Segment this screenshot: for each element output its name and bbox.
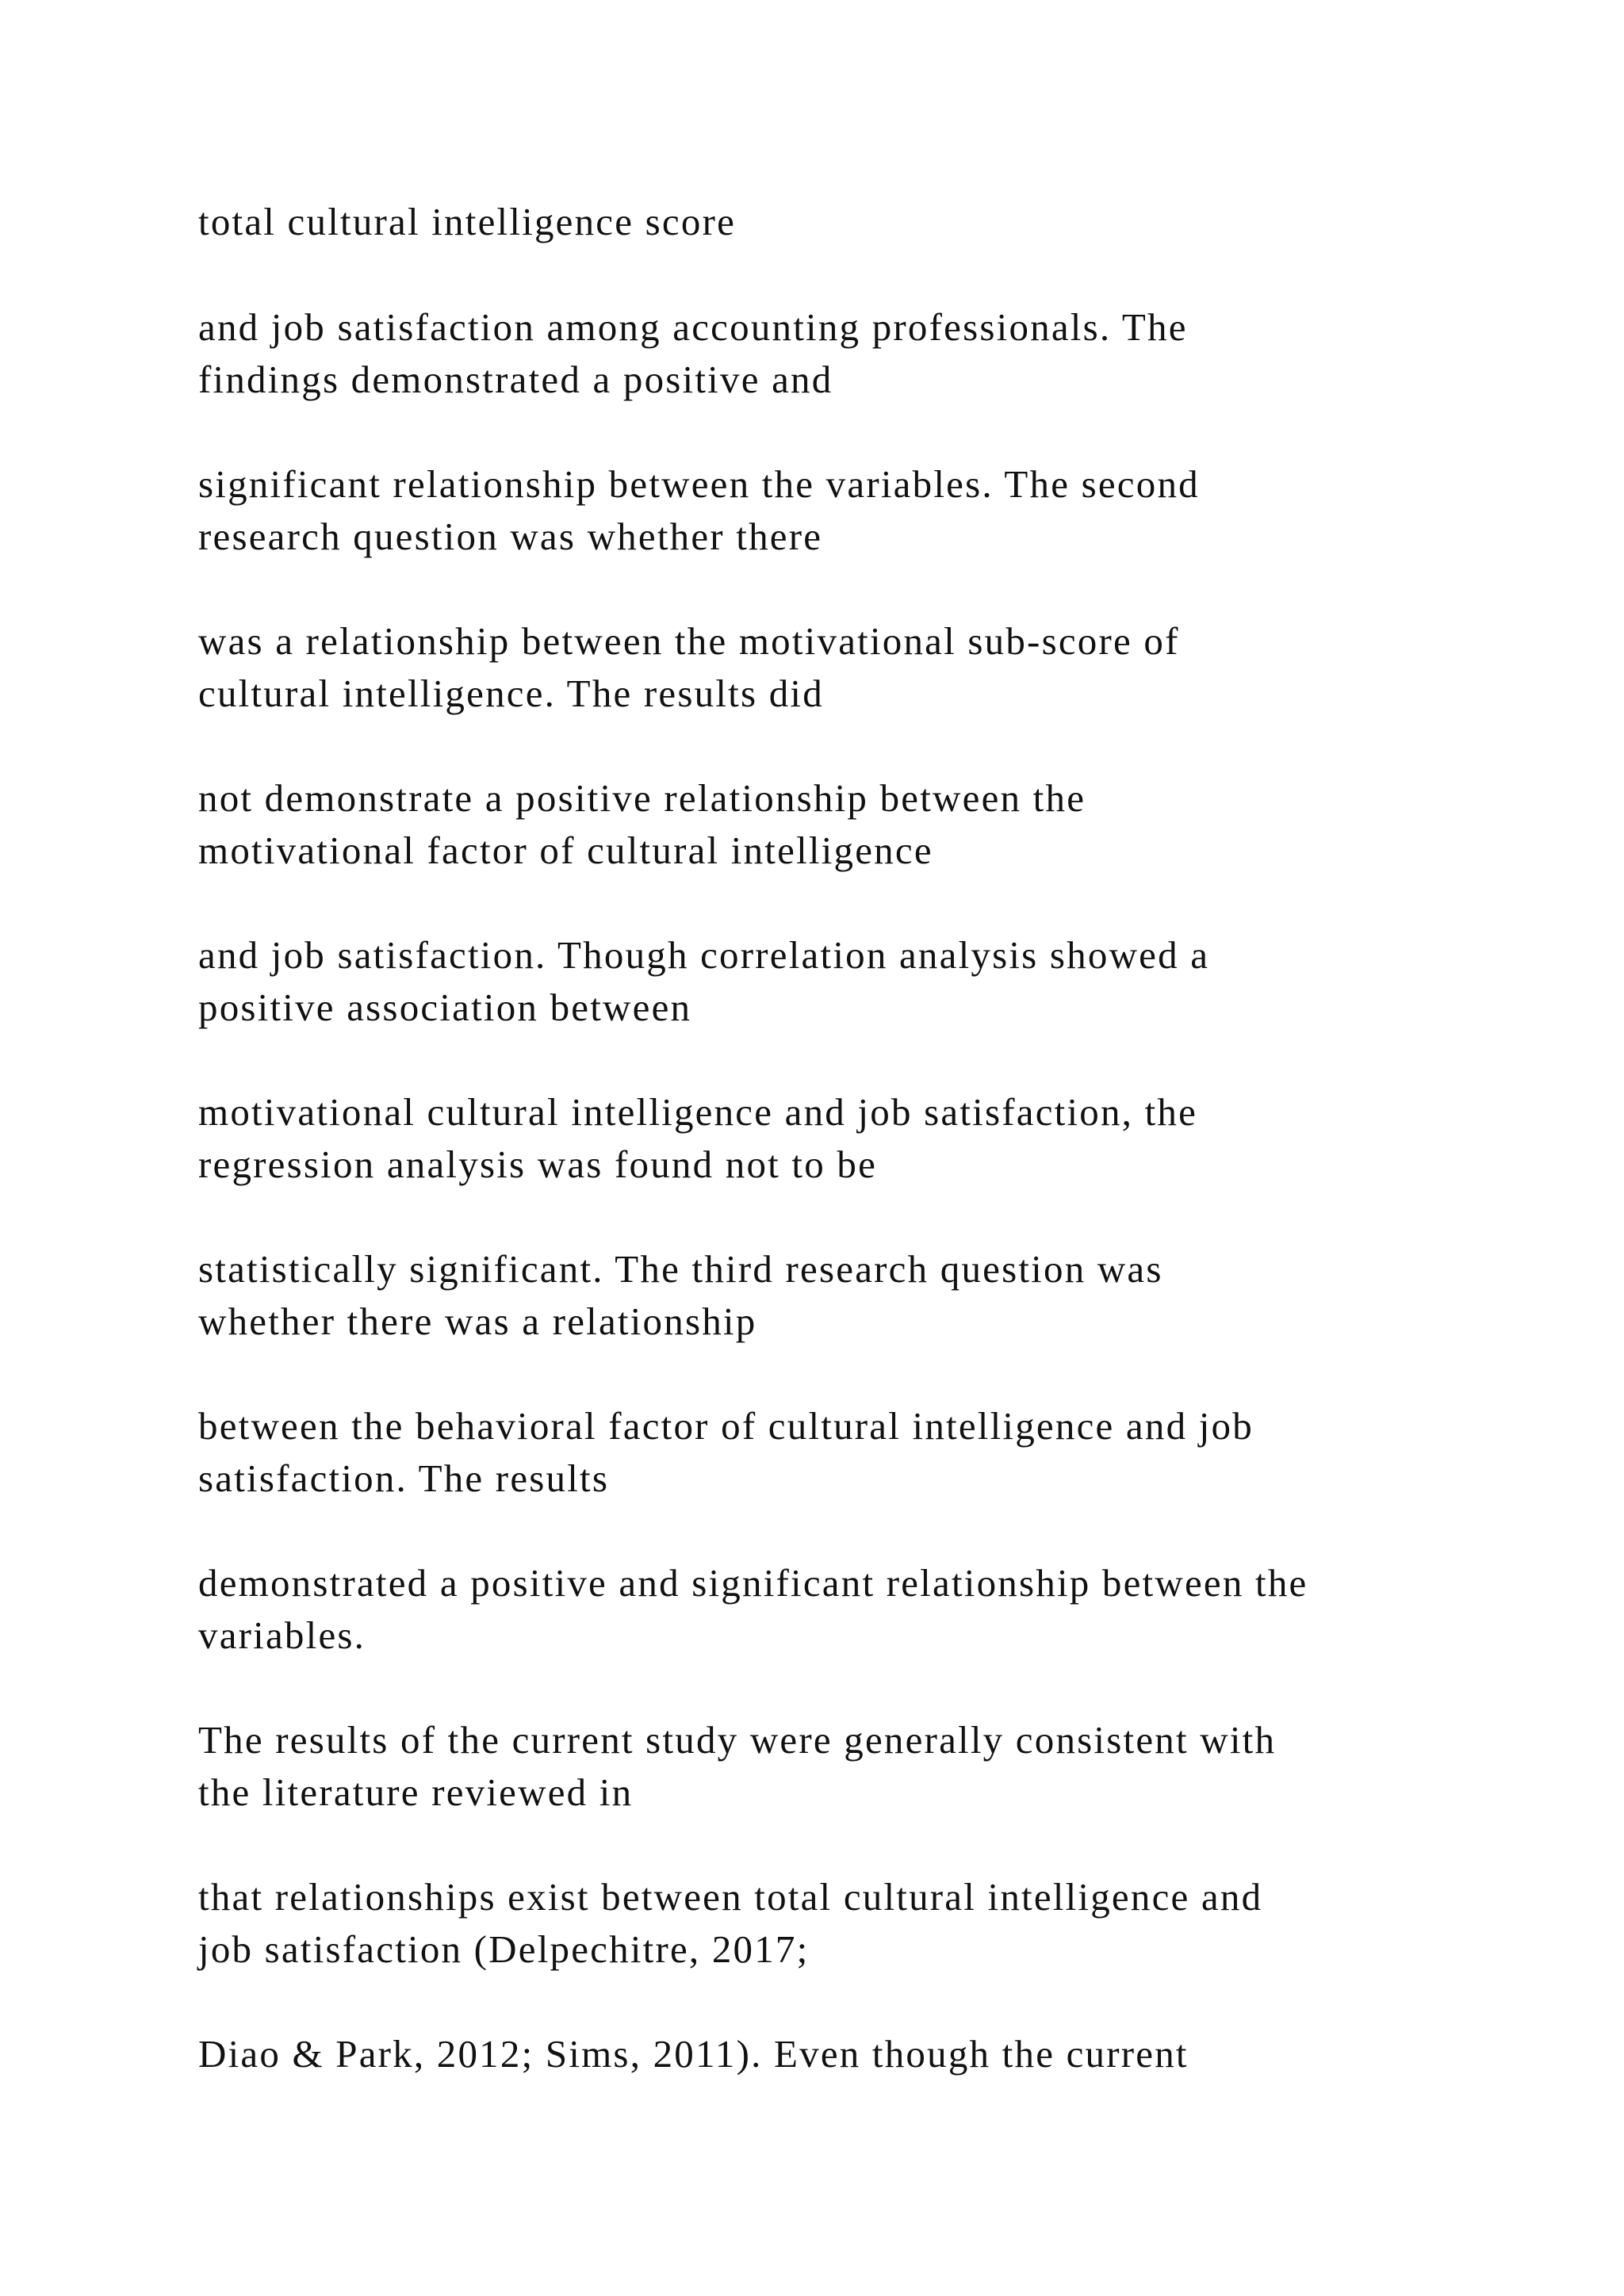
text-line: research question was whether there xyxy=(198,515,823,558)
text-line: that relationships exist between total cultural intelligence and xyxy=(198,1875,1263,1919)
text-line: findings demonstrated a positive and xyxy=(198,358,833,401)
text-line: motivational factor of cultural intelligence xyxy=(198,828,933,872)
paragraph xyxy=(198,2028,1562,2080)
text-line: demonstrated a positive and significant relationship between the xyxy=(198,1561,1308,1605)
paragraph xyxy=(198,1400,1562,1505)
text-line: Diao & Park, 2012; Sims, 2011). Even though the current xyxy=(198,2032,1189,2076)
text-line: and job satisfaction among accounting professionals. The xyxy=(198,305,1188,349)
text-line: statistically significant. The third research question was xyxy=(198,1247,1163,1291)
paragraph xyxy=(198,458,1562,563)
text-line: cultural intelligence. The results did xyxy=(198,672,824,715)
paragraph xyxy=(198,929,1562,1034)
paragraph xyxy=(198,1086,1562,1191)
text-line: positive association between xyxy=(198,985,692,1029)
paragraph xyxy=(198,196,1562,248)
text-line: variables. xyxy=(198,1613,366,1657)
text-line: satisfaction. The results xyxy=(198,1456,610,1500)
text-line: The results of the current study were generally consistent with xyxy=(198,1718,1277,1762)
paragraph xyxy=(198,772,1562,877)
text-line: between the behavioral factor of cultural intelligence and job xyxy=(198,1404,1254,1448)
paragraph xyxy=(198,1714,1562,1819)
text-line: regression analysis was found not to be xyxy=(198,1142,878,1186)
text-line: significant relationship between the variables. The second xyxy=(198,462,1200,506)
text-line: and job satisfaction. Though correlation analysis showed a xyxy=(198,933,1210,977)
paragraph xyxy=(198,1871,1562,1976)
text-line: was a relationship between the motivational sub-score of xyxy=(198,619,1180,663)
text-line: motivational cultural intelligence and job satisfaction, the xyxy=(198,1090,1198,1134)
paragraph xyxy=(198,1243,1562,1348)
text-line: total cultural intelligence score xyxy=(198,200,737,243)
text-line: the literature reviewed in xyxy=(198,1770,634,1814)
paragraph xyxy=(198,301,1562,406)
paragraph xyxy=(198,1557,1562,1662)
text-line: job satisfaction (Delpechitre, 2017; xyxy=(198,1927,810,1971)
text-line: whether there was a relationship xyxy=(198,1299,757,1343)
text-line: not demonstrate a positive relationship between the xyxy=(198,776,1086,820)
paragraph xyxy=(198,615,1562,720)
